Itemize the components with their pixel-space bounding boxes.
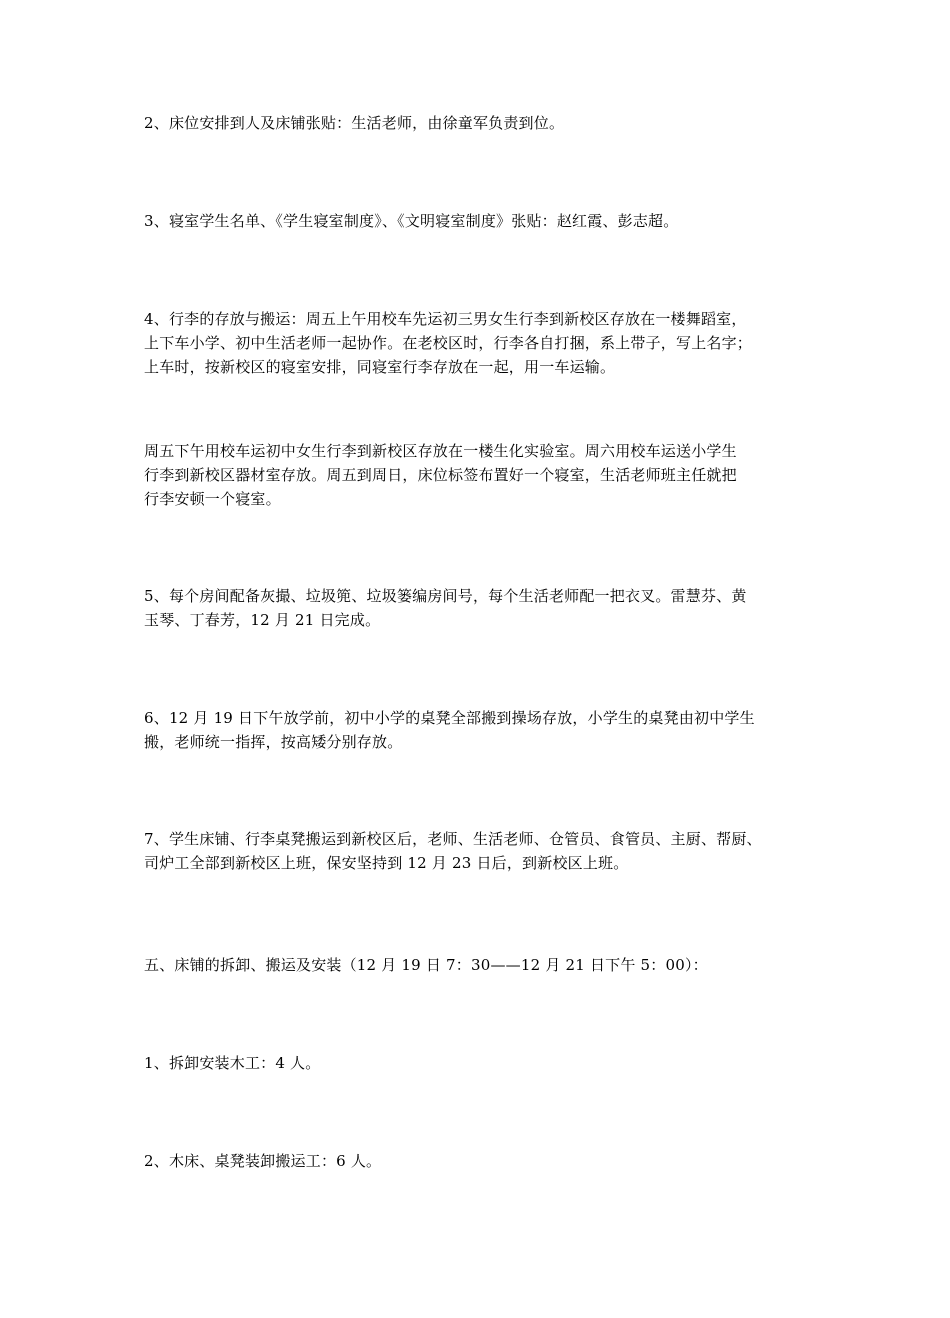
text-line: 2、床位安排到人及床铺张贴：生活老师，由徐童军负责到位。 — [144, 114, 565, 132]
text-line: 7、学生床铺、行李桌凳搬运到新校区后，老师、生活老师、仓管员、食管员、主厨、帮厨、 — [144, 830, 762, 848]
paragraph-carpenters — [144, 1051, 824, 1075]
paragraph-luggage-transport — [144, 307, 824, 379]
text-line: 5、每个房间配备灰撮、垃圾篼、垃圾篓编房间号，每个生活老师配一把衣叉。雷慧芬、黄 — [144, 587, 747, 605]
paragraph-staff-relocation — [144, 827, 824, 875]
paragraph-friday-afternoon — [144, 439, 824, 511]
text-line: 1、拆卸安装木工：4 人。 — [144, 1054, 321, 1072]
text-line: 玉琴、丁春芳，12 月 21 日完成。 — [144, 611, 381, 629]
text-line: 上下车小学、初中生活老师一起协作。在老校区时，行李各自打捆，系上带子，写上名字； — [144, 334, 753, 352]
text-line: 上车时，按新校区的寝室安排，同寝室行李存放在一起，用一车运输。 — [144, 358, 616, 376]
paragraph-porters — [144, 1149, 824, 1173]
text-line: 3、寝室学生名单、《学生寝室制度》、《文明寝室制度》张贴：赵红霞、彭志超。 — [144, 212, 679, 230]
text-line: 6、12 月 19 日下午放学前，初中小学的桌凳全部搬到操场存放，小学生的桌凳由初中学生 — [144, 709, 755, 727]
paragraph-bed-assignment — [144, 111, 824, 135]
text-line: 4、行李的存放与搬运：周五上午用校车先运初三男女生行李到新校区存放在一楼舞蹈室， — [144, 310, 747, 328]
text-line: 行李到新校区器材室存放。周五到周日，床位标签布置好一个寝室，生活老师班主任就把 — [144, 466, 737, 484]
text-line: 2、木床、桌凳装卸搬运工：6 人。 — [144, 1152, 382, 1170]
text-line: 行李安顿一个寝室。 — [144, 490, 281, 508]
section-heading-bed-disassembly — [144, 953, 824, 977]
paragraph-desk-moving — [144, 706, 824, 754]
paragraph-dorm-rules — [144, 209, 824, 233]
text-line: 司炉工全部到新校区上班，保安坚持到 12 月 23 日后，到新校区上班。 — [144, 854, 629, 872]
text-line: 五、床铺的拆卸、搬运及安装（12 月 19 日 7：30——12 月 21 日下午 5：00）： — [144, 956, 708, 974]
text-line: 周五下午用校车运初中女生行李到新校区存放在一楼生化实验室。周六用校车运送小学生 — [144, 442, 737, 460]
text-line: 搬，老师统一指挥，按高矮分别存放。 — [144, 733, 403, 751]
paragraph-room-supplies — [144, 584, 824, 632]
